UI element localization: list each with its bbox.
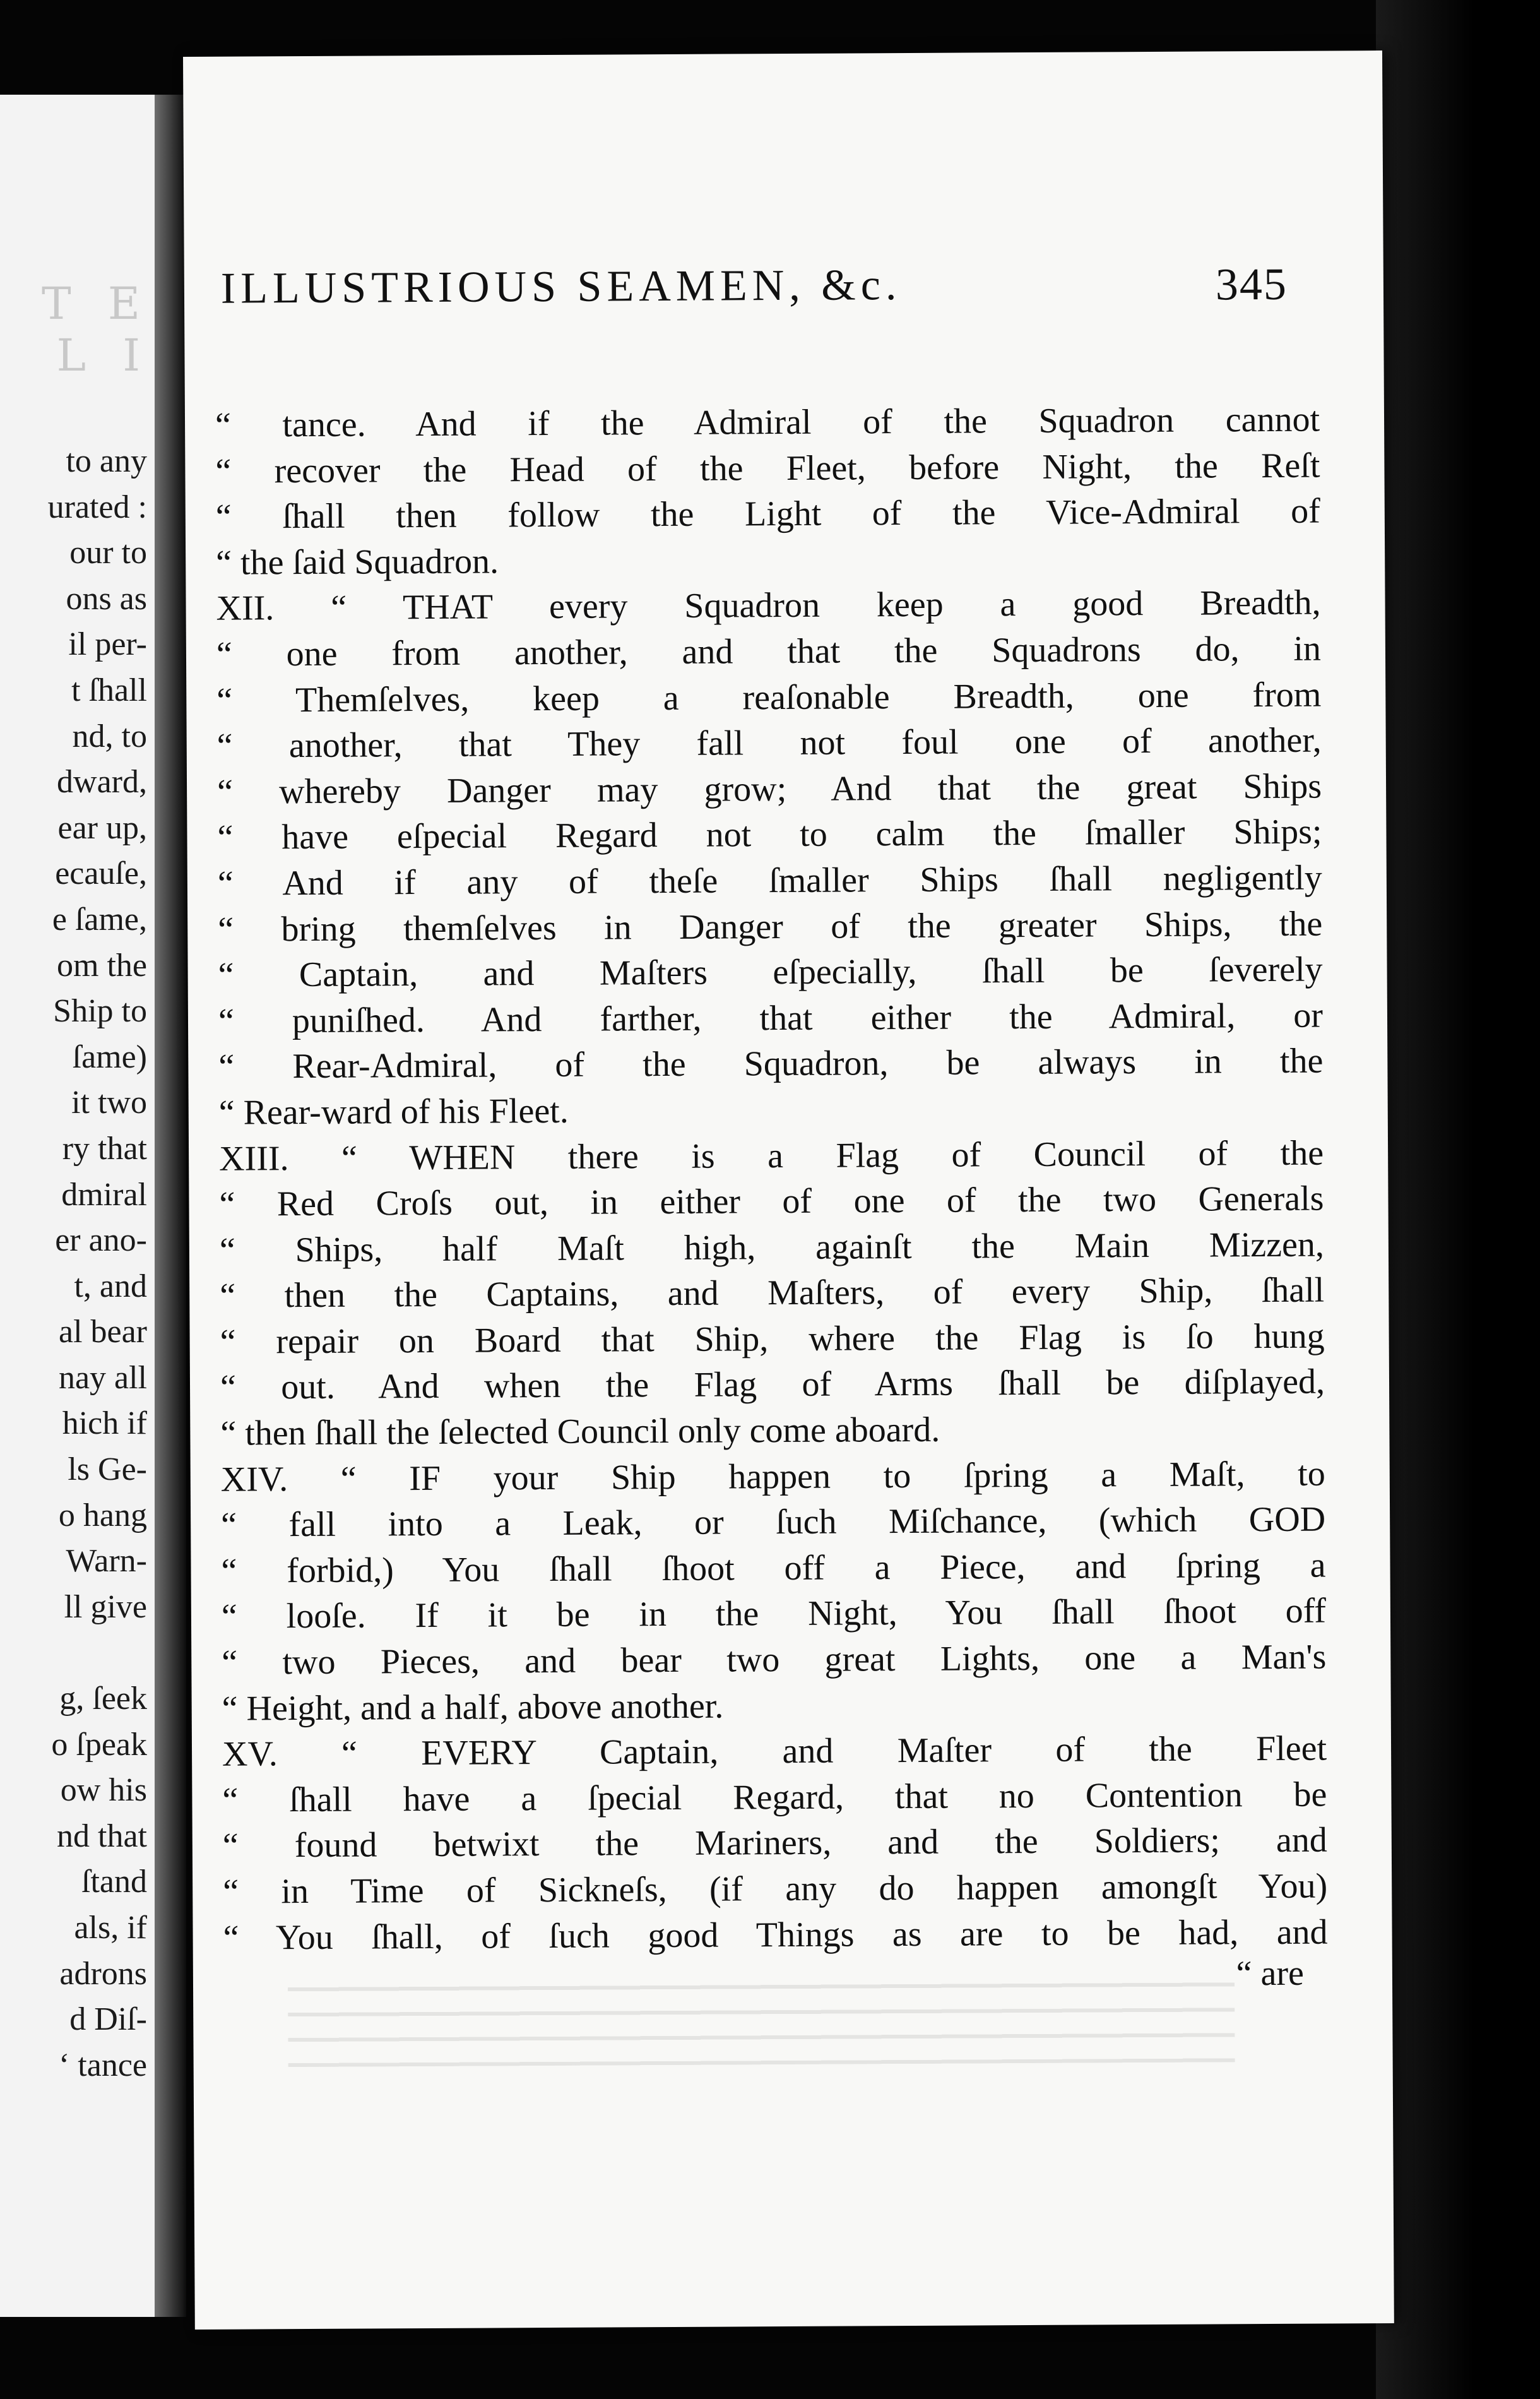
text-line: “ two Pieces, and bear two great Lights, one a Man's xyxy=(222,1637,1327,1682)
text-line: “ ſhall have a ſpecial Regard, that no Contention be xyxy=(222,1775,1327,1820)
left-page-line: ry that xyxy=(62,1130,147,1167)
text-line: “ repair on Board that Ship, where the Flag is ſo hung xyxy=(220,1316,1325,1362)
text-line: “ forbid,) You ſhall ſhoot off a Piece, and ſpring a xyxy=(221,1545,1326,1591)
text-line: “ Rear-Admiral, of the Squadron, be always in the xyxy=(218,1041,1324,1087)
left-page-line: our to xyxy=(69,535,147,571)
left-page-line: ow his xyxy=(60,1772,147,1809)
left-page-line: nd, to xyxy=(72,718,147,754)
left-page-line: ll give xyxy=(64,1588,147,1625)
text-line: “ Height, and a half, above another. xyxy=(222,1686,724,1729)
left-page-line: ear up, xyxy=(57,809,147,846)
left-page-line: ſtand xyxy=(81,1864,147,1900)
left-page-line: it two xyxy=(71,1085,147,1121)
page-number: 345 xyxy=(1215,258,1288,310)
left-page-line: ls Ge- xyxy=(68,1451,147,1488)
left-page-line: to any xyxy=(66,443,147,479)
left-page-line xyxy=(0,1630,147,1676)
text-line: “ have eſpecial Regard not to calm the ſmaller Ships; xyxy=(217,812,1322,858)
text-line: “ tance. And if the Admiral of the Squadron cannot xyxy=(215,400,1320,445)
left-page-line: urated : xyxy=(47,489,147,525)
left-page-line: ‘ tance xyxy=(58,2047,147,2083)
book-edge-shadow xyxy=(1376,0,1540,2399)
left-page-line: t, and xyxy=(74,1268,147,1304)
left-page-line: il per- xyxy=(68,626,147,663)
left-page-line: dward, xyxy=(57,764,147,801)
ink-bleed-through xyxy=(288,1973,1235,2067)
left-page-line: om the xyxy=(57,947,147,984)
left-page-line: ons as xyxy=(66,580,147,617)
left-page-line: hich if xyxy=(62,1405,147,1442)
left-page-line: nd that xyxy=(57,1818,147,1854)
text-line: “ Captain, and Maſters eſpecially, ſhall be ſeverely xyxy=(218,949,1323,995)
left-facing-page xyxy=(0,95,158,2317)
text-line: “ ſhall then follow the Light of the Vice-Admiral of xyxy=(215,491,1320,537)
text-line: “ bring themſelves in Danger of the greater Ships, the xyxy=(218,904,1323,949)
main-page xyxy=(183,51,1394,2330)
left-page-line: Warn- xyxy=(66,1543,147,1580)
body-text xyxy=(215,397,1328,1961)
left-page-line: Ship to xyxy=(53,993,147,1030)
text-line: “ Ships, half Maſt high, againſt the Main Mizzen, xyxy=(219,1225,1325,1270)
left-page-line: dmiral xyxy=(61,1176,147,1213)
text-line: “ Rear-ward of his Fleet. xyxy=(218,1091,569,1133)
left-page-line: als, if xyxy=(74,1910,147,1946)
text-line: “ one from another, and that the Squadrons do, in xyxy=(216,629,1322,674)
text-line: “ whereby Danger may grow; And that the great Ships xyxy=(216,766,1322,812)
text-line: XV. “ EVERY Captain, and Maſter of the Fleet xyxy=(222,1729,1327,1774)
left-page-line: er ano- xyxy=(55,1222,147,1259)
left-page-line: ecauſe, xyxy=(55,855,147,892)
text-line: “ then the Captains, and Maſters, of every Ship, ſhall xyxy=(220,1270,1325,1316)
text-line: “ You ſhall, of ſuch good Things as are to be had, and xyxy=(223,1912,1328,1958)
left-page-line: adrons xyxy=(59,1955,147,1992)
left-page-line: e ſame, xyxy=(52,901,147,938)
text-line: XII. “ THAT every Squadron keep a good Breadth, xyxy=(216,583,1321,629)
text-line: “ recover the Head of the Fleet, before Night, the Reſt xyxy=(215,446,1320,491)
text-line: “ the ſaid Squadron. xyxy=(216,542,499,583)
text-line: “ found betwixt the Mariners, and the Soldiers; and xyxy=(222,1820,1327,1866)
text-line: “ puniſhed. And farther, that either the Admiral, or xyxy=(218,996,1324,1041)
left-page-line: o hang xyxy=(58,1497,147,1533)
text-line: “ fall into a Leak, or ſuch Miſchance, (which GOD xyxy=(221,1499,1326,1545)
left-page-line: nay all xyxy=(58,1359,147,1396)
text-line: XIV. “ IF your Ship happen to ſpring a Maſt, to xyxy=(220,1454,1325,1499)
left-page-line: g, ſeek xyxy=(59,1681,147,1717)
catchword: “ are xyxy=(1236,1953,1305,1994)
text-line: “ looſe. If it be in the Night, You ſhall ſhoot off xyxy=(221,1591,1327,1637)
left-page-line: o ſpeak xyxy=(51,1726,147,1763)
left-page-line: d Diſ- xyxy=(69,2001,147,2038)
left-page-text-column xyxy=(0,439,147,2088)
running-title: ILLUSTRIOUS SEAMEN, &c. xyxy=(220,261,902,313)
book-gutter xyxy=(155,95,186,2317)
text-line: “ Red Croſs out, in either of one of the two Generals xyxy=(219,1179,1324,1224)
left-page-line: ſame) xyxy=(72,1039,147,1075)
text-line: “ And if any of theſe ſmaller Ships ſhall negligently xyxy=(217,858,1322,903)
text-line: XIII. “ WHEN there is a Flag of Council of the xyxy=(218,1133,1324,1179)
text-line: “ then ſhall the ſelected Council only come aboard. xyxy=(220,1410,940,1453)
text-line: “ out. And when the Flag of Arms ſhall be diſplayed, xyxy=(220,1362,1325,1408)
left-page-header-fragment: T E L I xyxy=(41,278,151,381)
text-line: “ in Time of Sickneſs, (if any do happen amongſt You) xyxy=(223,1866,1328,1912)
left-page-line: al bear xyxy=(58,1314,147,1350)
text-line: “ another, that They fall not foul one of another, xyxy=(216,720,1322,766)
text-line: “ Themſelves, keep a reaſonable Breadth, one from xyxy=(216,675,1322,720)
running-head xyxy=(221,258,1288,324)
left-page-line: t ſhall xyxy=(71,672,147,708)
